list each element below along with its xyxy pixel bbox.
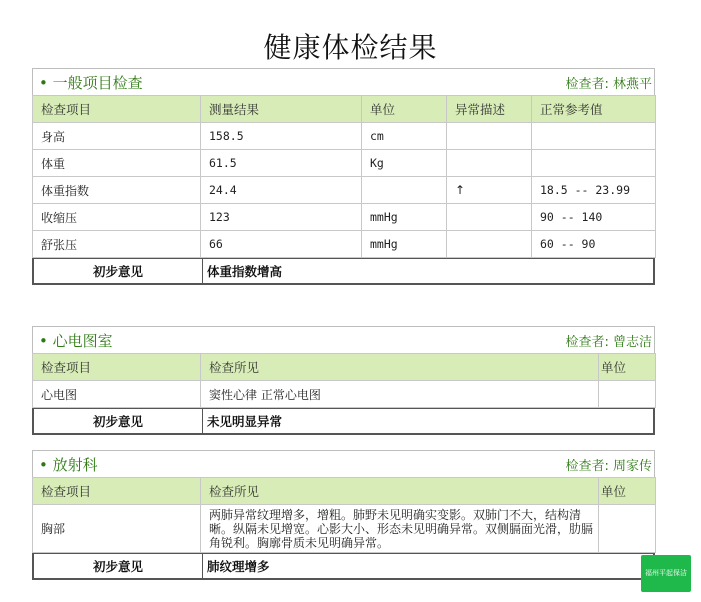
column-header: 单位: [599, 354, 656, 381]
general-exam-table: [32, 95, 656, 258]
general-exam-title: • 一般项目检查: [39, 74, 143, 92]
radiology-title: • 放射科: [39, 456, 98, 474]
finding: 两肺异常纹理增多，增粗。肺野未见明确实变影。双肺门不大，结构清晰。纵隔未见增宽。心影大小、形态未见明确异常。双侧膈面光滑，肋膈角锐利。胸廓骨质未见明确异常。: [201, 505, 599, 553]
column-header: 检查所见: [201, 354, 599, 381]
unit: [599, 381, 656, 408]
opinion-value: 肺纹理增多: [207, 559, 270, 574]
unit: [362, 177, 447, 204]
general-exam-header: [32, 68, 655, 95]
opinion-value: 未见明显异常: [207, 414, 283, 429]
column-header: 检查所见: [201, 478, 599, 505]
item-name: 收缩压: [33, 204, 201, 231]
abnormal-desc: [447, 150, 532, 177]
table-row: [33, 231, 656, 258]
opinion-label: 初步意见: [34, 259, 203, 283]
unit: cm: [362, 123, 447, 150]
column-header: 检查项目: [33, 478, 201, 505]
table-row: [33, 204, 656, 231]
column-header: 正常参考值: [532, 96, 656, 123]
reference-range: 90 -- 140: [532, 204, 656, 231]
page-title: 健康体检结果: [263, 31, 438, 64]
opinion-value: 体重指数增高: [207, 264, 283, 279]
measured-value: 158.5: [201, 123, 362, 150]
unit: Kg: [362, 150, 447, 177]
ecg-opinion-row: [32, 408, 655, 435]
measured-value: 66: [201, 231, 362, 258]
general-exam-inspector: 检查者: 林燕平: [565, 77, 652, 92]
radiology-table: [32, 477, 656, 553]
general-opinion-row: [32, 258, 655, 285]
ecg-table: [32, 353, 656, 408]
general-exam-section: [32, 68, 655, 285]
reference-range: 60 -- 90: [532, 231, 656, 258]
abnormal-desc: [447, 204, 532, 231]
item-name: 体重: [33, 150, 201, 177]
ecg-title: • 心电图室: [39, 332, 113, 350]
unit: mmHg: [362, 231, 447, 258]
item-name: 舒张压: [33, 231, 201, 258]
table-header-row: [33, 478, 656, 505]
item-name: 身高: [33, 123, 201, 150]
column-header: 异常描述: [447, 96, 532, 123]
reference-range: 18.5 -- 23.99: [532, 177, 656, 204]
column-header: 检查项目: [33, 354, 201, 381]
item-name: 体重指数: [33, 177, 201, 204]
table-row: [33, 123, 656, 150]
item-name: 心电图: [33, 381, 201, 408]
abnormal-desc: ↑: [447, 177, 532, 204]
reference-range: [532, 123, 656, 150]
table-row: [33, 150, 656, 177]
measured-value: 61.5: [201, 150, 362, 177]
ecg-section: [32, 326, 655, 435]
ecg-inspector: 检查者: 曾志洁: [565, 335, 652, 350]
ecg-header: [32, 326, 655, 353]
measured-value: 24.4: [201, 177, 362, 204]
unit: [599, 505, 656, 553]
column-header: 测量结果: [201, 96, 362, 123]
abnormal-desc: [447, 123, 532, 150]
finding: 窦性心律 正常心电图: [201, 381, 599, 408]
radiology-header: [32, 450, 655, 477]
item-name: 胸部: [33, 505, 201, 553]
table-row: [33, 177, 656, 204]
column-header: 检查项目: [33, 96, 201, 123]
table-row: [33, 505, 656, 553]
measured-value: 123: [201, 204, 362, 231]
radiology-inspector: 检查者: 周家传: [565, 459, 652, 474]
opinion-label: 初步意见: [34, 409, 203, 433]
unit: mmHg: [362, 204, 447, 231]
radiology-section: [32, 450, 655, 580]
table-header-row: [33, 354, 656, 381]
column-header: 单位: [599, 478, 656, 505]
abnormal-desc: [447, 231, 532, 258]
watermark-logo: 福州平起保洁: [641, 555, 691, 592]
column-header: 单位: [362, 96, 447, 123]
table-row: [33, 381, 656, 408]
opinion-label: 初步意见: [34, 554, 203, 578]
reference-range: [532, 150, 656, 177]
table-header-row: [33, 96, 656, 123]
radiology-opinion-row: [32, 553, 655, 580]
